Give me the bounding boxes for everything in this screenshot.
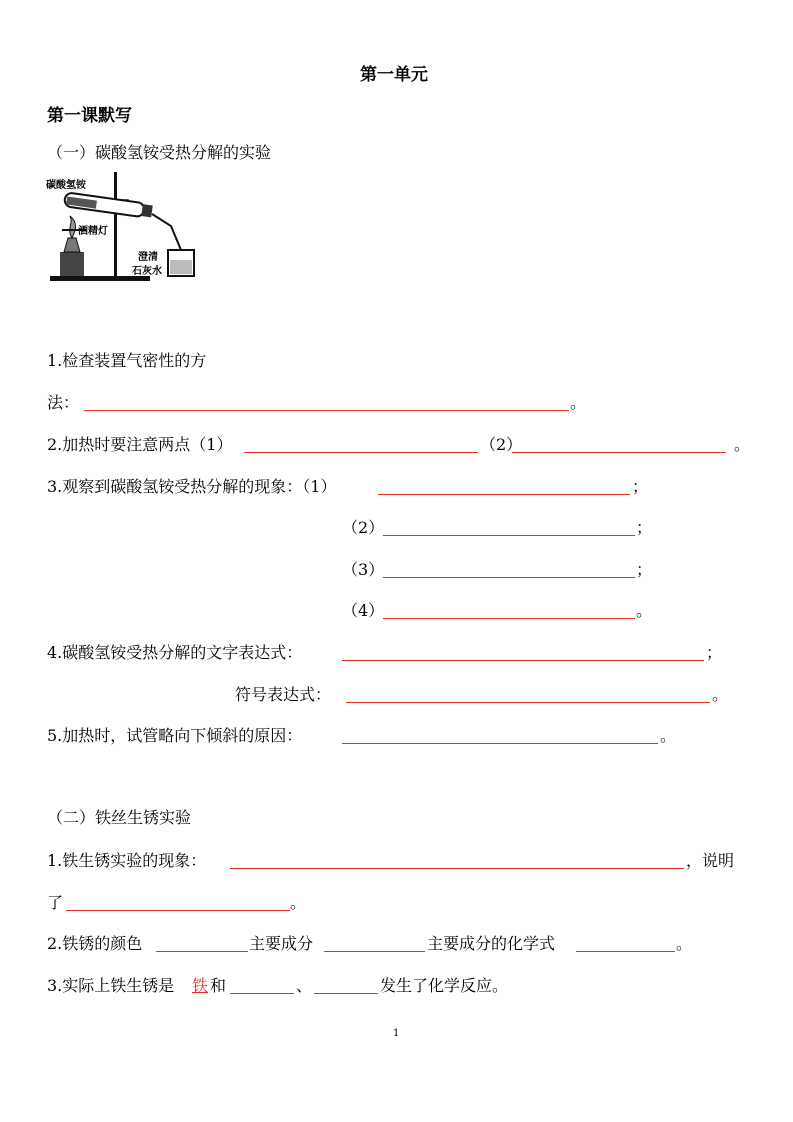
label-burner: 酒精灯 xyxy=(78,226,108,237)
s2-q1-line2: 了 xyxy=(47,893,64,912)
s1-q3-end-4: 。 xyxy=(636,601,653,620)
s1-q1-answer-blank[interactable] xyxy=(84,410,569,411)
s2-q3-c: 发生了化学反应。 xyxy=(380,976,509,995)
s1-q1-end: 。 xyxy=(570,393,587,412)
s2-q2-b: 主要成分 xyxy=(249,934,314,953)
s1-q3-blank-1[interactable] xyxy=(378,494,630,495)
s1-q2-end: 。 xyxy=(734,435,751,454)
label-reagent: 碳酸氢铵 xyxy=(46,180,86,191)
s1-q3-p3: （3） xyxy=(342,560,385,579)
s2-q1-blank-2[interactable] xyxy=(66,910,290,911)
s1-q1-line1: 1.检查装置气密性的方 xyxy=(47,351,207,370)
s2-q2-end: 。 xyxy=(676,934,693,953)
s2-q2-blank-formula[interactable] xyxy=(576,951,675,952)
s1-q3-blank-4[interactable] xyxy=(383,618,635,619)
apparatus-figure xyxy=(46,168,198,284)
s1-q2-mid: （2） xyxy=(480,435,523,454)
s1-q5-prefix: 5.加热时，试管略向下倾斜的原因： xyxy=(47,726,303,745)
s1-q4-blank-word[interactable] xyxy=(342,660,704,661)
apparatus-drawing xyxy=(46,168,198,284)
s1-q3-end-1: ； xyxy=(632,477,649,496)
lesson-heading: 第一课默写 xyxy=(47,106,132,126)
s2-q2-blank-color[interactable] xyxy=(156,951,248,952)
s2-q3-b: 和 xyxy=(210,976,227,995)
section2-heading: （二）铁丝生锈实验 xyxy=(47,808,192,827)
s1-q3-p4: （4） xyxy=(342,601,385,620)
s1-q2-blank-2[interactable] xyxy=(512,452,726,453)
s2-q2-blank-component[interactable] xyxy=(324,951,425,952)
s1-q2-blank-1[interactable] xyxy=(244,452,478,453)
label-limewater-1: 澄清 xyxy=(138,252,158,263)
s2-q1-blank-1[interactable] xyxy=(230,868,684,869)
s1-q3-end-3: ； xyxy=(636,560,653,579)
s1-q4-end: ； xyxy=(706,643,723,662)
s2-q1-prefix: 1.铁生锈实验的现象： xyxy=(47,851,207,870)
s1-q3-blank-3[interactable] xyxy=(383,577,635,578)
s2-q2-a: 2.铁锈的颜色 xyxy=(47,934,143,953)
s1-q2-prefix: 2.加热时要注意两点（1） xyxy=(47,435,233,454)
s2-q3-a: 3.实际上铁生锈是 xyxy=(47,976,175,995)
s1-q4-symbol-end: 。 xyxy=(712,685,729,704)
s2-q3-blank-1[interactable] xyxy=(230,993,294,994)
s2-q1-end: 。 xyxy=(290,893,307,912)
s1-q4-blank-symbol[interactable] xyxy=(346,702,710,703)
s1-q4-prefix: 4.碳酸氢铵受热分解的文字表达式： xyxy=(47,643,303,662)
page-title: 第一单元 xyxy=(360,65,428,85)
s2-q3-sep: 、 xyxy=(296,976,313,995)
s1-q4-symbol-label: 符号表达式： xyxy=(235,685,332,704)
s2-q3-blank-2[interactable] xyxy=(314,993,378,994)
section1-heading: （一）碳酸氢铵受热分解的实验 xyxy=(47,143,272,162)
s1-q3-end-2: ； xyxy=(636,518,653,537)
s2-q1-suffix: ，说明 xyxy=(686,851,735,870)
s1-q3-p2: （2） xyxy=(342,518,385,537)
s2-q2-c: 主要成分的化学式 xyxy=(427,934,556,953)
s1-q5-end: 。 xyxy=(660,726,677,745)
s1-q5-blank[interactable] xyxy=(342,743,658,744)
s1-q3-prefix: 3.观察到碳酸氢铵受热分解的现象：（1） xyxy=(47,477,337,496)
s2-q3-iron: 铁 xyxy=(192,976,209,995)
s1-q1-line2: 法： xyxy=(47,393,80,412)
s1-q3-blank-2[interactable] xyxy=(383,535,635,536)
page-number: 1 xyxy=(393,1028,400,1039)
label-limewater-2: 石灰水 xyxy=(132,266,162,277)
